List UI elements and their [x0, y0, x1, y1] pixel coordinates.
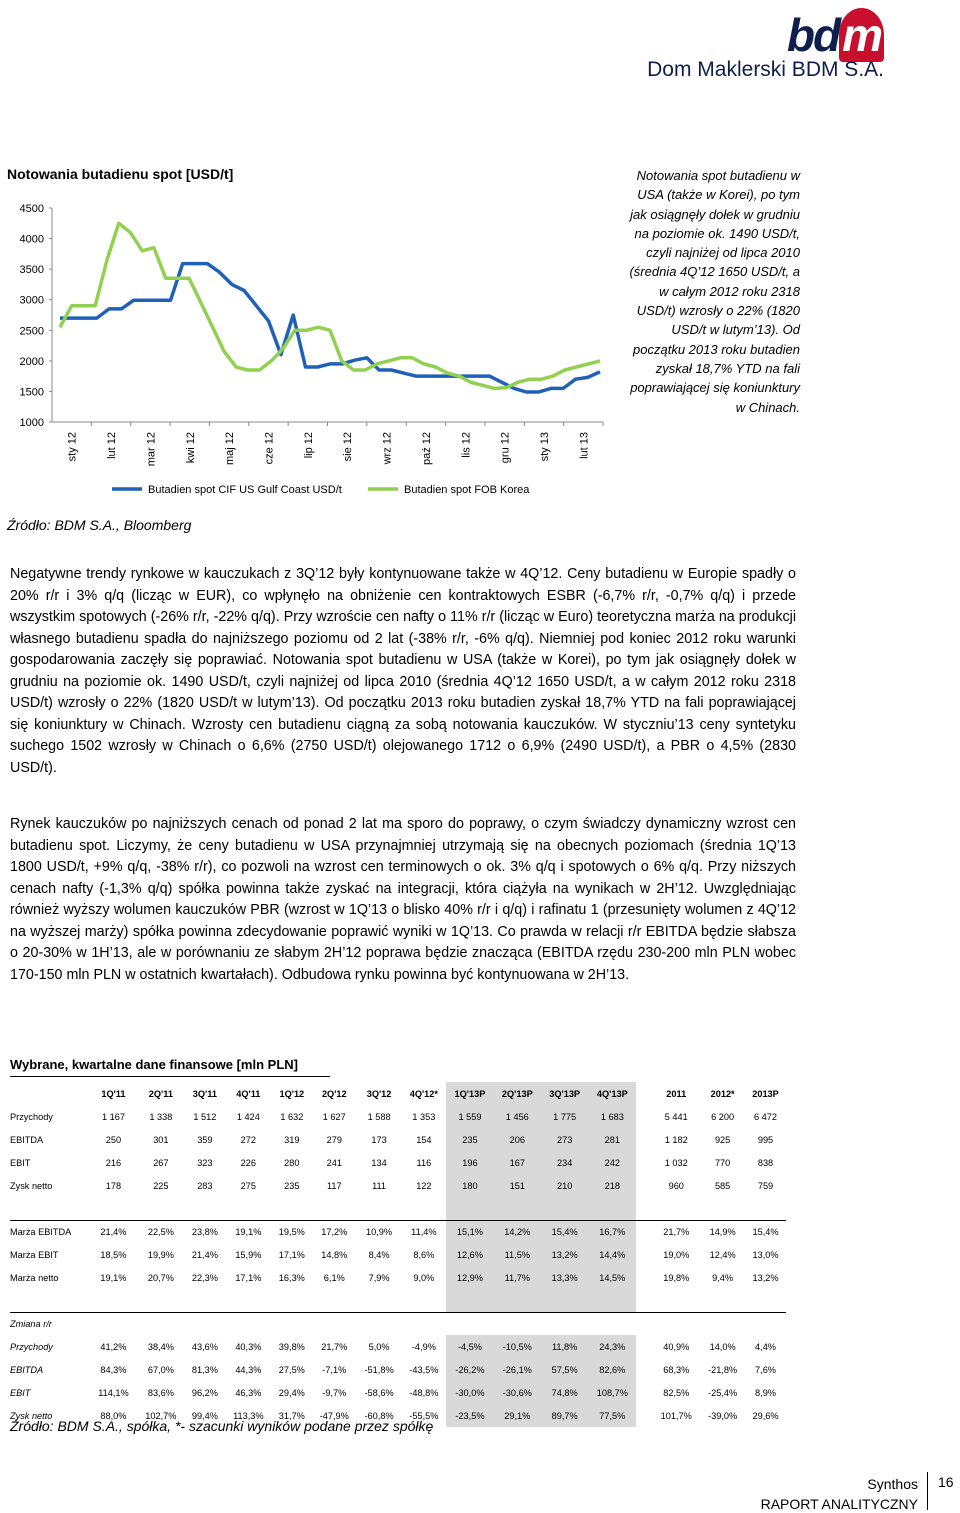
footer-divider — [927, 1472, 928, 1510]
table-cell: -60,8% — [364, 1410, 394, 1421]
table-cell: 77,5% — [588, 1404, 636, 1427]
page-footer — [761, 1474, 918, 1513]
x-tick-label: wrz 12 — [381, 432, 394, 465]
table-cell: 88,0% — [100, 1410, 127, 1421]
legend-label: Butadien spot CIF US Gulf Coast USD/t — [148, 484, 342, 496]
table-cell: 8,6% — [413, 1249, 435, 1260]
y-tick-label: 2000 — [19, 355, 44, 368]
x-tick-label: maj 12 — [224, 432, 237, 466]
table-cell: 21,4% — [191, 1249, 218, 1260]
table-cell: 4Q'13P — [588, 1082, 636, 1105]
table-cell: 5,0% — [368, 1341, 390, 1352]
table-cell: 67,0% — [147, 1364, 174, 1375]
x-tick-label: lis 12 — [460, 432, 473, 458]
table-row — [10, 1335, 786, 1358]
table-cell: -26,1% — [494, 1358, 541, 1381]
table-cell: 15,1% — [446, 1220, 493, 1243]
table-cell — [446, 1197, 493, 1220]
table-cell: 18,5% — [100, 1249, 127, 1260]
legend-label: Butadien spot FOB Korea — [404, 484, 530, 496]
change-section-label: Zmiana r/r — [10, 1318, 52, 1329]
table-cell: 7,6% — [755, 1364, 776, 1375]
table-cell: 11,5% — [494, 1243, 541, 1266]
table-cell: 6,1% — [323, 1272, 345, 1283]
table-cell: 15,4% — [752, 1226, 779, 1237]
logo-mark: bdm — [787, 8, 884, 62]
y-tick-label: 4000 — [19, 233, 44, 246]
paragraph-1: Negatywne trendy rynkowe w kauczukach z 3Q’12 były kontynuowane także w 4Q’12. Ceny butadienu w Europie spadły o 20% r/r i 3% q/q (licząc w EUR), co wpłynęło na obniżenie cen kontraktowych ESBR (-6,7% r/r, -0,7% q/q) i przede wszystkim spotowych (-26% r/r, -22% q/q). Przy wzroście cen nafty o 11% r/r (licząc w Euro) teoretyczna marża na produkcji własnego butadienu spadła do najniższego poziomu od 2 lat (-38% r/r, -6% q/q). Niemniej pod koniec 2012 roku warunki gospodarowania zaczęły się poprawiać. Notowania spot butadienu w USA (także w Korei), po tym jak osiągnęły dołek w grudniu na poziomie ok. 1490 USD/t, czyli najniżej od lipca 2010 (średnia 4Q’12 1650 USD/t, a w całym 2012 roku 2318 USD/t) wzrosły o 22% (1820 USD/t w lutym’13). Od początku 2013 roku butadien zyskał 18,7% YTD na fali poprawiającej się koniunktury w Chinach. Wzrosty cen butadienu ciągną za sobą notowania kauczuków. W styczniu’13 ceny syntetyku suchego 1502 wzrosły w Chinach o 6,6% (2750 USD/t) olejowanego 1712 o 6,9% (2490 USD/t), a PBR o 4,5% (2830 USD/t). — [10, 566, 796, 776]
table-cell — [185, 1289, 225, 1312]
table-cell: 101,7% — [660, 1410, 692, 1421]
x-tick-label: mar 12 — [145, 432, 158, 467]
table-cell: 283 — [197, 1180, 213, 1191]
table-cell: -48,8% — [409, 1387, 439, 1398]
row-label: EBITDA — [10, 1134, 44, 1145]
row-label: EBIT — [10, 1157, 31, 1168]
table-cell — [652, 1197, 700, 1220]
table-cell: 585 — [714, 1180, 731, 1191]
table-cell — [357, 1197, 402, 1220]
x-tick-label: lip 12 — [302, 432, 315, 459]
table-cell: 19,1% — [235, 1226, 262, 1237]
table-cell: 267 — [153, 1157, 169, 1168]
table-cell: 3Q'13P — [541, 1082, 588, 1105]
table-cell — [494, 1197, 541, 1220]
table-cell — [357, 1289, 402, 1312]
table-row — [10, 1105, 786, 1128]
table-cell: 279 — [326, 1134, 342, 1145]
y-tick-label: 2500 — [19, 325, 44, 338]
y-tick-label: 4500 — [19, 203, 44, 215]
table-cell: 122 — [416, 1180, 432, 1191]
table-cell: 11,4% — [411, 1226, 437, 1237]
table-cell: 1 512 — [193, 1111, 217, 1122]
table-cell: 96,2% — [191, 1387, 218, 1398]
table-cell: 167 — [494, 1151, 541, 1174]
table-cell: 3Q'12 — [366, 1088, 392, 1099]
table-cell: 27,5% — [278, 1364, 305, 1375]
table-cell: 4Q'11 — [236, 1088, 261, 1099]
table-cell: -55,5% — [409, 1410, 439, 1421]
table-cell: 82,6% — [588, 1358, 636, 1381]
table-cell: 41,2% — [100, 1341, 127, 1352]
table-cell — [541, 1289, 588, 1312]
table-cell: 38,4% — [147, 1341, 174, 1352]
table-cell: 15,9% — [235, 1249, 262, 1260]
x-tick-label: lut 12 — [106, 432, 119, 459]
table-cell: 272 — [240, 1134, 257, 1145]
table-cell: 16,7% — [588, 1220, 636, 1243]
table-cell: 84,3% — [100, 1364, 127, 1375]
y-tick-label: 3500 — [19, 264, 44, 277]
table-cell: 13,2% — [752, 1272, 779, 1283]
table-cell: 1 683 — [588, 1105, 636, 1128]
table-row — [10, 1358, 786, 1381]
table-cell — [541, 1197, 588, 1220]
chart-title: Notowania butadienu spot [USD/t] — [7, 166, 234, 182]
table-cell: 40,3% — [235, 1341, 262, 1352]
table-cell: 960 — [668, 1180, 684, 1191]
table-cell: 74,8% — [541, 1381, 588, 1404]
paragraph-2: Rynek kauczuków po najniższych cenach od ponad 2 lat ma sporo do poprawy, o czym świadczy dynamiczny wzrost cen butadienu spot. Liczymy, że ceny butadienu w USA przynajmniej utrzymają się na obecnych poziomach (średnia 1Q’13 1800 USD/t, +9% q/q, -38% r/r), co pozwoli na wzrost cen terminowych o ok. 3% q/q i spotowych o 6% q/q. Przy niższych cenach nafty (-1,3% q/q) spółka powinna także zyskać na integracji, która ciążyła na wynikach w 2H’12. Uwzględniając również wyższy wolumen kauczuków PBR (wzrost w 1Q’13 o blisko 40% r/r i q/q) i rafinatu 1 (przesunięty wolumen z 4Q’12 na wyższej marży) spółka powinna zdecydowanie poprawić wyniki w 1Q’13. Co prawda w relacji r/r EBITDA będzie słabsza o 20-30% w 1H’13, ale w porównaniu ze słabym 2H’12 poprawa będzie znacząca (EBITDA rzędu 230-200 mln PLN wobec 170-150 mln PLN w ostatnich kwartałach). Odbudowa rynku powinna być kontynuowana w 2H’13. — [10, 816, 796, 983]
table-cell: 12,4% — [709, 1249, 736, 1260]
butadiene-price-chart — [0, 190, 615, 510]
table-row — [10, 1128, 786, 1151]
table-cell: 1 338 — [149, 1111, 173, 1122]
y-tick-label: 1500 — [19, 386, 44, 399]
table-cell: 1 456 — [494, 1105, 541, 1128]
table-cell: 14,4% — [588, 1243, 636, 1266]
table-cell: 281 — [588, 1128, 636, 1151]
table-cell: 21,7% — [663, 1226, 690, 1237]
table-cell: 1 032 — [664, 1157, 688, 1168]
table-cell: 15,4% — [541, 1220, 588, 1243]
table-cell: 11,7% — [494, 1266, 541, 1289]
row-label — [10, 1289, 90, 1312]
row-label: EBIT — [10, 1387, 31, 1398]
table-cell: 1 775 — [541, 1105, 588, 1128]
table-cell: 16,3% — [278, 1272, 305, 1283]
table-source: Źródło: BDM S.A., spółka, *- szacunki wyników podane przez spółkę — [10, 1418, 434, 1434]
table-cell: 180 — [446, 1174, 493, 1197]
table-cell: 301 — [153, 1134, 169, 1145]
company-logo — [634, 8, 884, 83]
table-cell: 235 — [284, 1180, 300, 1191]
table-cell: 235 — [446, 1128, 493, 1151]
table-cell: 280 — [284, 1157, 300, 1168]
row-label: Marża EBITDA — [10, 1226, 72, 1237]
table-cell — [272, 1289, 312, 1312]
table-cell: 216 — [105, 1157, 122, 1168]
table-cell: -23,5% — [446, 1404, 493, 1427]
table-cell: 3Q'11 — [192, 1088, 217, 1099]
table-cell: 8,4% — [368, 1249, 390, 1260]
table-cell: 116 — [416, 1157, 432, 1168]
table-cell: 19,8% — [663, 1272, 690, 1283]
table-cell: 1 559 — [446, 1105, 493, 1128]
x-tick-label: sty 13 — [538, 432, 551, 462]
table-cell: 1 182 — [664, 1134, 688, 1145]
row-label: Marża EBIT — [10, 1249, 59, 1260]
table-cell: 17,1% — [235, 1272, 262, 1283]
table-cell: 210 — [541, 1174, 588, 1197]
table-title: Wybrane, kwartalne dane finansowe [mln PLN] — [10, 1057, 298, 1072]
x-tick-label: sie 12 — [342, 432, 355, 462]
x-tick-label: kwi 12 — [184, 432, 197, 464]
table-cell: 178 — [105, 1180, 122, 1191]
table-cell: -4,9% — [411, 1341, 436, 1352]
y-tick-label: 3000 — [19, 294, 44, 307]
table-row — [10, 1220, 786, 1243]
row-label — [10, 1197, 90, 1220]
table-cell: 21,7% — [321, 1341, 348, 1352]
table-cell — [700, 1197, 745, 1220]
table-cell: 19,1% — [100, 1272, 127, 1283]
table-cell: 838 — [757, 1157, 774, 1168]
company-name: Dom Maklerski BDM S.A. — [647, 58, 884, 81]
table-cell: 108,7% — [588, 1381, 636, 1404]
table-cell — [225, 1289, 272, 1312]
table-cell: 31,7% — [278, 1410, 305, 1421]
table-cell — [652, 1289, 700, 1312]
table-cell: 1 588 — [367, 1111, 391, 1122]
table-cell: 770 — [714, 1157, 731, 1168]
table-cell: -4,5% — [446, 1335, 493, 1358]
x-tick-label: cze 12 — [263, 432, 276, 465]
row-label: Zysk netto — [10, 1180, 53, 1191]
table-cell: 4Q'12* — [409, 1088, 438, 1099]
table-cell: 14,8% — [321, 1249, 348, 1260]
footer-section: Synthos — [867, 1476, 918, 1492]
table-cell: -47,9% — [319, 1410, 349, 1421]
table-cell — [137, 1197, 185, 1220]
table-cell: 275 — [240, 1180, 257, 1191]
table-cell: 13,2% — [541, 1243, 588, 1266]
table-cell: 1Q'12 — [279, 1088, 305, 1099]
table-cell: 206 — [494, 1128, 541, 1151]
table-cell: 14,2% — [494, 1220, 541, 1243]
table-cell: -30,6% — [494, 1381, 541, 1404]
series-line-1 — [60, 264, 600, 392]
table-cell: 319 — [284, 1134, 300, 1145]
table-cell: 10,9% — [366, 1226, 393, 1237]
table-cell: -9,7% — [322, 1387, 347, 1398]
table-cell — [745, 1289, 786, 1312]
x-tick-label: gru 12 — [499, 432, 512, 464]
table-cell: 19,0% — [663, 1249, 690, 1260]
table-cell — [90, 1289, 137, 1312]
table-cell: 17,1% — [278, 1249, 305, 1260]
table-cell: 44,3% — [235, 1364, 262, 1375]
table-cell: 114,1% — [98, 1387, 129, 1398]
table-row — [10, 1266, 786, 1289]
table-cell: 111 — [372, 1180, 387, 1191]
table-cell: 11,8% — [541, 1335, 588, 1358]
table-cell — [272, 1197, 312, 1220]
table-cell: -10,5% — [494, 1335, 541, 1358]
table-cell: 1 353 — [412, 1111, 436, 1122]
row-label: EBITDA — [10, 1364, 44, 1375]
table-cell: 23,8% — [191, 1226, 218, 1237]
table-cell: 29,1% — [494, 1404, 541, 1427]
table-cell — [185, 1197, 225, 1220]
row-label: Zysk netto — [10, 1410, 53, 1421]
table-cell: 234 — [541, 1151, 588, 1174]
table-cell: 1 627 — [322, 1111, 346, 1122]
table-cell: 89,7% — [541, 1404, 588, 1427]
table-cell: 218 — [588, 1174, 636, 1197]
table-cell — [588, 1197, 636, 1220]
chart-source: Źródło: BDM S.A., Bloomberg — [7, 517, 192, 533]
table-cell: 273 — [541, 1128, 588, 1151]
x-tick-label: paź 12 — [420, 432, 433, 466]
table-cell: 82,5% — [663, 1387, 690, 1398]
table-cell: 759 — [757, 1180, 774, 1191]
change-header-row — [10, 1312, 786, 1335]
table-cell: 359 — [197, 1134, 213, 1145]
table-cell — [312, 1289, 357, 1312]
table-cell: 22,3% — [191, 1272, 218, 1283]
table-row — [10, 1381, 786, 1404]
table-cell: 29,6% — [752, 1410, 779, 1421]
table-cell: 14,9% — [709, 1226, 736, 1237]
table-cell — [745, 1197, 786, 1220]
table-cell: 196 — [446, 1151, 493, 1174]
table-cell: 14,0% — [709, 1341, 736, 1352]
table-cell: 323 — [197, 1157, 213, 1168]
financial-table — [10, 1082, 786, 1427]
page-number: 16 — [938, 1474, 954, 1490]
table-cell: -43,5% — [409, 1364, 439, 1375]
table-cell: 925 — [714, 1134, 731, 1145]
table-cell: -39,0% — [708, 1410, 738, 1421]
table-cell: -21,8% — [708, 1364, 738, 1375]
table-cell: 1 167 — [101, 1111, 125, 1122]
table-cell — [225, 1197, 272, 1220]
table-cell — [312, 1197, 357, 1220]
table-cell: -7,1% — [322, 1364, 347, 1375]
table-cell: -26,2% — [446, 1358, 493, 1381]
x-tick-label: lut 13 — [578, 432, 591, 459]
table-cell: 173 — [371, 1134, 387, 1145]
table-cell: 1 424 — [236, 1111, 260, 1122]
table-cell — [494, 1289, 541, 1312]
y-tick-label: 1000 — [19, 417, 44, 429]
footer-doc-type: RAPORT ANALITYCZNY — [760, 1496, 918, 1512]
table-cell: 24,3% — [588, 1335, 636, 1358]
table-header-row — [10, 1082, 786, 1105]
table-cell: 242 — [588, 1151, 636, 1174]
table-cell: 102,7% — [145, 1410, 177, 1421]
table-cell: 43,6% — [191, 1341, 218, 1352]
row-label: Marża netto — [10, 1272, 59, 1283]
table-cell: 7,9% — [368, 1272, 390, 1283]
table-row — [10, 1174, 786, 1197]
table-cell: 19,9% — [147, 1249, 174, 1260]
table-cell: 99,4% — [191, 1410, 218, 1421]
table-cell: 8,9% — [755, 1387, 776, 1398]
table-cell: 2011 — [666, 1088, 687, 1099]
table-cell: -30,0% — [446, 1381, 493, 1404]
table-cell: 1Q'11 — [101, 1088, 126, 1099]
table-separator — [10, 1197, 786, 1220]
table-cell: 226 — [240, 1157, 257, 1168]
table-cell: 995 — [757, 1134, 774, 1145]
table-cell: 6 200 — [711, 1111, 735, 1122]
x-tick-label: sty 12 — [66, 432, 79, 462]
table-title-rule — [10, 1076, 330, 1077]
table-cell — [700, 1289, 745, 1312]
table-cell: 9,4% — [712, 1272, 734, 1283]
table-cell: 13,0% — [752, 1249, 779, 1260]
table-cell: 12,6% — [446, 1243, 493, 1266]
table-cell: 57,5% — [541, 1358, 588, 1381]
table-cell: -51,8% — [364, 1364, 394, 1375]
table-separator — [10, 1289, 786, 1312]
table-cell: 12,9% — [446, 1266, 493, 1289]
table-cell: -25,4% — [708, 1387, 738, 1398]
table-cell: 19,5% — [278, 1226, 305, 1237]
table-cell: 250 — [105, 1134, 122, 1145]
table-cell: 68,3% — [663, 1364, 690, 1375]
table-cell: 29,4% — [278, 1387, 305, 1398]
table-cell: 39,8% — [278, 1341, 305, 1352]
table-cell: 225 — [153, 1180, 169, 1191]
table-cell: 134 — [371, 1157, 387, 1168]
table-cell: 83,6% — [147, 1387, 174, 1398]
table-row — [10, 1151, 786, 1174]
table-cell: 14,5% — [588, 1266, 636, 1289]
row-label: Przychody — [10, 1341, 53, 1352]
table-cell: 22,5% — [147, 1226, 174, 1237]
table-cell: 40,9% — [663, 1341, 690, 1352]
row-label — [10, 1082, 90, 1105]
table-cell: 6 472 — [754, 1111, 777, 1122]
table-cell: 2012* — [710, 1088, 735, 1099]
table-cell: 81,3% — [191, 1364, 218, 1375]
table-cell — [137, 1289, 185, 1312]
table-cell — [446, 1289, 493, 1312]
table-cell: 1Q'13P — [446, 1082, 493, 1105]
table-cell: 117 — [326, 1180, 342, 1191]
table-cell: 2Q'11 — [148, 1088, 173, 1099]
row-label: Przychody — [10, 1111, 53, 1122]
table-cell: 4,4% — [755, 1341, 776, 1352]
table-cell: 20,7% — [147, 1272, 174, 1283]
table-cell: 2013P — [752, 1088, 779, 1099]
table-cell: 9,0% — [413, 1272, 435, 1283]
table-cell: 5 441 — [664, 1111, 688, 1122]
table-cell: 241 — [326, 1157, 342, 1168]
table-cell: 113,3% — [233, 1410, 264, 1421]
chart-commentary: Notowania spot butadienu w USA (także w Korei), po tym jak osiągnęły dołek w grudniu na poziomie ok. 1490 USD/t, czyli najniżej od lipca 2010 (średnia 4Q’12 1650 USD/t, a w całym 2012 roku 2318 USD/t) wzrosły o 22% (1820 USD/t w lutym’13). Od początku 2013 roku butadien zyskał 18,7% YTD na fali poprawiającej się koniunktury w Chinach. — [629, 168, 800, 415]
table-cell: 2Q'13P — [494, 1082, 541, 1105]
table-cell: 17,2% — [321, 1226, 348, 1237]
table-cell: 21,4% — [100, 1226, 127, 1237]
table-cell: 1 632 — [280, 1111, 304, 1122]
table-cell — [401, 1289, 446, 1312]
table-cell — [401, 1197, 446, 1220]
table-cell — [90, 1197, 137, 1220]
table-cell — [588, 1289, 636, 1312]
table-row — [10, 1243, 786, 1266]
table-cell: 154 — [416, 1134, 432, 1145]
table-cell: -58,6% — [364, 1387, 394, 1398]
table-cell: 13,3% — [541, 1266, 588, 1289]
table-cell: 2Q'12 — [321, 1088, 347, 1099]
table-cell: 46,3% — [235, 1387, 262, 1398]
table-cell: 151 — [494, 1174, 541, 1197]
